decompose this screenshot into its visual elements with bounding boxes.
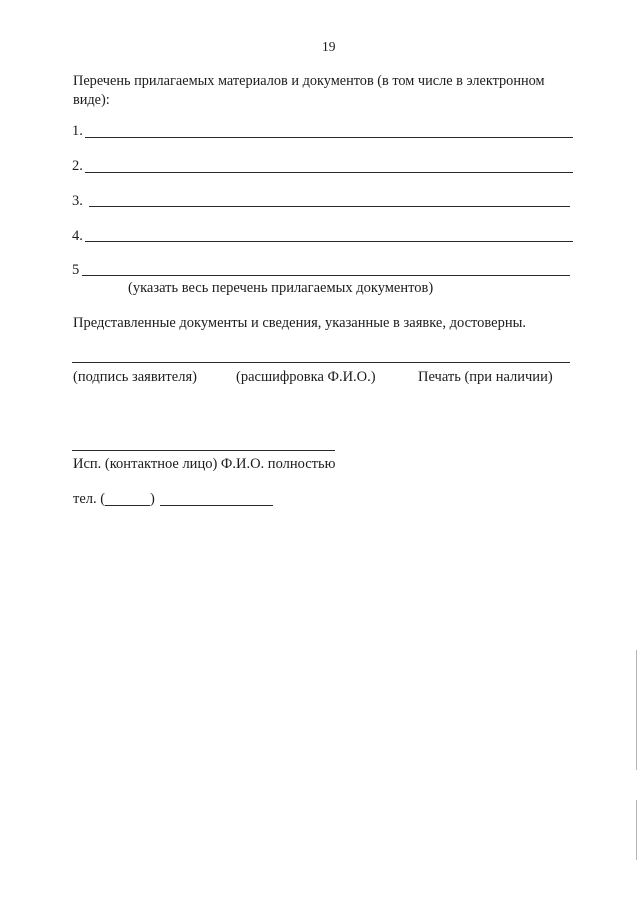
phone-code-line — [105, 505, 150, 506]
name-label: (расшифровка Ф.И.О.) — [236, 369, 376, 385]
phone-close: ) — [150, 491, 155, 507]
stamp-label: Печать (при наличии) — [418, 369, 553, 385]
page-number: 19 — [322, 39, 336, 54]
list-line-4 — [85, 241, 573, 242]
list-number-3: 3. — [72, 193, 83, 209]
signature-label: (подпись заявителя) — [73, 369, 197, 385]
list-number-4: 4. — [72, 228, 83, 244]
phone-prefix: тел. ( — [73, 491, 106, 507]
list-note: (указать весь перечень прилагаемых документов) — [128, 280, 434, 296]
scan-artifact — [636, 800, 637, 860]
phone-number-line — [160, 505, 273, 506]
scan-artifact — [636, 650, 637, 770]
list-number-2: 2. — [72, 158, 83, 174]
heading-line-2: виде): — [73, 92, 110, 108]
contact-line — [72, 450, 335, 451]
list-line-2 — [85, 172, 573, 173]
list-line-1 — [85, 137, 573, 138]
list-number-1: 1. — [72, 123, 83, 139]
contact-label: Исп. (контактное лицо) Ф.И.О. полностью — [73, 456, 336, 472]
list-number-5: 5 — [72, 262, 80, 278]
list-line-3 — [89, 206, 570, 207]
heading-line-1: Перечень прилагаемых материалов и документов (в том числе в электронном — [73, 73, 545, 89]
signature-line — [72, 362, 570, 363]
statement: Представленные документы и сведения, указанные в заявке, достоверны. — [73, 315, 526, 331]
list-line-5 — [82, 275, 570, 276]
